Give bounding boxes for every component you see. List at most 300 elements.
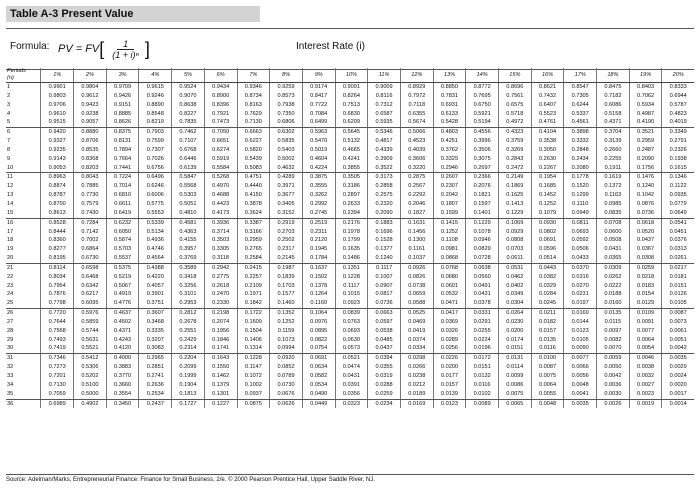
value-cell: 0.0116 bbox=[466, 381, 499, 390]
value-cell: 0.2317 bbox=[270, 245, 303, 254]
value-cell: 0.8034 bbox=[41, 273, 74, 282]
value-cell: 0.7644 bbox=[41, 318, 74, 327]
value-cell: 0.0255 bbox=[466, 327, 499, 336]
period-cell: 17 bbox=[7, 228, 14, 235]
value-cell: 0.0907 bbox=[368, 282, 401, 291]
value-cell: 0.0431 bbox=[466, 290, 499, 299]
value-cell: 0.2765 bbox=[237, 245, 270, 254]
value-cell: 0.0431 bbox=[597, 245, 630, 254]
value-cell: 0.8043 bbox=[74, 173, 107, 182]
value-cell: 0.7284 bbox=[74, 218, 107, 227]
value-cell: 0.1971 bbox=[237, 290, 270, 299]
value-cell: 0.0131 bbox=[499, 354, 532, 363]
value-cell: 0.1954 bbox=[531, 173, 564, 182]
value-cell: 0.0626 bbox=[270, 399, 303, 408]
rate-header-cell: 3% bbox=[106, 68, 139, 83]
value-cell: 0.7513 bbox=[335, 101, 368, 110]
value-cell: 0.0234 bbox=[368, 399, 401, 408]
value-cell: 0.0050 bbox=[597, 363, 630, 372]
value-cell: 0.3521 bbox=[629, 128, 662, 137]
value-cell: 0.0200 bbox=[433, 363, 466, 372]
value-cell: 0.0304 bbox=[499, 299, 532, 308]
value-cell: 0.1987 bbox=[270, 263, 303, 272]
value-cell: 0.9053 bbox=[41, 164, 74, 173]
value-cell: 0.6468 bbox=[74, 273, 107, 282]
value-cell: 0.2959 bbox=[237, 236, 270, 245]
value-cell: 0.3220 bbox=[400, 164, 433, 173]
value-cell: 0.4556 bbox=[466, 128, 499, 137]
value-cell: 0.7599 bbox=[139, 137, 172, 146]
value-cell: 0.0520 bbox=[629, 228, 662, 237]
value-cell: 0.3139 bbox=[597, 137, 630, 146]
value-cell: 0.7026 bbox=[139, 155, 172, 164]
value-cell: 0.0469 bbox=[400, 318, 433, 327]
value-cell: 0.1807 bbox=[433, 200, 466, 209]
value-cell: 0.0835 bbox=[597, 209, 630, 218]
value-cell: 0.3207 bbox=[139, 336, 172, 345]
value-cell: 0.6419 bbox=[106, 209, 139, 218]
table-row bbox=[6, 327, 694, 336]
value-cell: 0.0485 bbox=[368, 336, 401, 345]
value-cell: 0.7894 bbox=[106, 146, 139, 155]
value-cell: 0.0298 bbox=[400, 354, 433, 363]
value-cell: 0.0663 bbox=[368, 309, 401, 318]
value-cell: 0.1846 bbox=[204, 336, 237, 345]
value-cell: 0.1813 bbox=[172, 390, 205, 399]
value-cell: 0.1227 bbox=[204, 399, 237, 408]
table-row bbox=[6, 336, 694, 345]
value-cell: 0.0266 bbox=[400, 363, 433, 372]
value-cell: 0.4523 bbox=[400, 137, 433, 146]
value-cell: 0.6133 bbox=[433, 110, 466, 119]
period-cell: 26 bbox=[7, 310, 14, 317]
value-cell: 0.3878 bbox=[237, 200, 270, 209]
value-cell: 0.0230 bbox=[499, 318, 532, 327]
value-cell: 0.0329 bbox=[531, 282, 564, 291]
rate-header-cell: 20% bbox=[662, 68, 694, 83]
value-cell: 0.5194 bbox=[466, 118, 499, 127]
value-cell: 0.6830 bbox=[335, 110, 368, 119]
value-cell: 0.0443 bbox=[531, 263, 564, 272]
value-cell: 0.2198 bbox=[204, 309, 237, 318]
value-cell: 0.0200 bbox=[499, 327, 532, 336]
value-cell: 0.5521 bbox=[74, 344, 107, 353]
value-cell: 0.8626 bbox=[106, 118, 139, 127]
value-cell: 0.8963 bbox=[41, 173, 74, 182]
value-cell: 0.0600 bbox=[597, 228, 630, 237]
value-cell: 0.8535 bbox=[74, 146, 107, 155]
value-cell: 0.0024 bbox=[662, 372, 694, 381]
value-cell: 0.6244 bbox=[564, 101, 597, 110]
value-cell: 0.4251 bbox=[433, 137, 466, 146]
formula-numerator: 1 bbox=[117, 39, 134, 50]
value-cell: 0.9246 bbox=[139, 92, 172, 101]
value-cell: 0.7430 bbox=[74, 209, 107, 218]
value-cell: 0.4155 bbox=[172, 236, 205, 245]
value-cell: 0.7722 bbox=[302, 101, 335, 110]
value-cell: 0.6407 bbox=[531, 101, 564, 110]
value-cell: 0.0829 bbox=[466, 245, 499, 254]
value-cell: 0.4564 bbox=[139, 254, 172, 263]
value-cell: 0.7885 bbox=[74, 182, 107, 191]
value-cell: 0.0596 bbox=[531, 245, 564, 254]
value-cell: 0.2437 bbox=[139, 399, 172, 408]
value-cell: 0.5002 bbox=[270, 155, 303, 164]
period-cell: 30 bbox=[6, 344, 41, 353]
value-cell: 0.0151 bbox=[662, 282, 694, 291]
value-cell: 0.1520 bbox=[564, 182, 597, 191]
value-cell: 0.6246 bbox=[139, 182, 172, 191]
value-cell: 0.0323 bbox=[335, 399, 368, 408]
value-cell: 0.2848 bbox=[564, 146, 597, 155]
value-cell: 0.9070 bbox=[172, 92, 205, 101]
value-cell: 0.4561 bbox=[564, 118, 597, 127]
value-cell: 0.5470 bbox=[302, 137, 335, 146]
value-cell: 0.4817 bbox=[368, 137, 401, 146]
value-cell: 0.2257 bbox=[237, 273, 270, 282]
value-cell: 0.9235 bbox=[41, 146, 74, 155]
value-cell: 0.0055 bbox=[531, 390, 564, 399]
value-cell: 0.0020 bbox=[662, 381, 694, 390]
value-cell: 0.0601 bbox=[433, 282, 466, 291]
value-cell: 0.1377 bbox=[368, 245, 401, 254]
period-header bbox=[6, 68, 41, 83]
value-cell: 0.6598 bbox=[74, 263, 107, 272]
value-cell: 0.1240 bbox=[368, 254, 401, 263]
value-cell: 0.6756 bbox=[139, 164, 172, 173]
value-cell: 0.0099 bbox=[499, 372, 532, 381]
value-cell: 0.0462 bbox=[499, 273, 532, 282]
value-cell: 0.1625 bbox=[499, 191, 532, 200]
value-cell: 0.3762 bbox=[433, 146, 466, 155]
period-cell: 7 bbox=[7, 138, 11, 145]
value-cell: 0.1401 bbox=[466, 209, 499, 218]
value-cell: 0.1904 bbox=[172, 381, 205, 390]
table-row bbox=[6, 137, 694, 146]
value-cell: 0.8929 bbox=[400, 83, 433, 92]
value-cell: 0.0097 bbox=[597, 327, 630, 336]
value-cell: 0.3166 bbox=[237, 228, 270, 237]
value-cell: 0.1299 bbox=[564, 191, 597, 200]
value-cell: 0.6730 bbox=[74, 254, 107, 263]
value-cell: 0.2942 bbox=[204, 263, 237, 272]
value-cell: 0.0157 bbox=[433, 381, 466, 390]
value-cell: 0.2090 bbox=[629, 155, 662, 164]
value-cell: 0.0374 bbox=[400, 336, 433, 345]
value-cell: 0.2074 bbox=[204, 318, 237, 327]
value-cell: 0.1476 bbox=[629, 173, 662, 182]
value-cell: 0.9009 bbox=[368, 83, 401, 92]
value-cell: 0.8131 bbox=[106, 137, 139, 146]
value-cell: 0.8613 bbox=[41, 209, 74, 218]
period-cell: 14 bbox=[7, 200, 14, 207]
value-cell: 0.0560 bbox=[466, 273, 499, 282]
period-cell: 22 bbox=[7, 273, 14, 280]
value-cell: 0.6355 bbox=[400, 110, 433, 119]
period-cell: 27 bbox=[7, 318, 14, 325]
rate-header-cell: 19% bbox=[629, 68, 662, 83]
table-row bbox=[6, 399, 694, 408]
value-cell: 0.0064 bbox=[629, 336, 662, 345]
value-cell: 0.4371 bbox=[106, 327, 139, 336]
value-cell: 0.0181 bbox=[662, 273, 694, 282]
value-cell: 0.5428 bbox=[433, 118, 466, 127]
value-cell: 0.2204 bbox=[172, 354, 205, 363]
value-cell: 0.8696 bbox=[499, 83, 532, 92]
value-cell: 0.1161 bbox=[400, 245, 433, 254]
value-cell: 0.7462 bbox=[172, 128, 205, 137]
value-cell: 0.6209 bbox=[335, 118, 368, 127]
value-cell: 0.1643 bbox=[204, 354, 237, 363]
value-cell: 0.1597 bbox=[466, 200, 499, 209]
value-cell: 0.5874 bbox=[106, 236, 139, 245]
value-cell: 0.0378 bbox=[466, 299, 499, 308]
table-row bbox=[6, 228, 694, 237]
value-cell: 0.3606 bbox=[400, 155, 433, 164]
value-cell: 0.4150 bbox=[237, 191, 270, 200]
value-cell: 0.8264 bbox=[335, 92, 368, 101]
value-cell: 0.5306 bbox=[74, 363, 107, 372]
value-cell: 0.0779 bbox=[662, 200, 694, 209]
table-row bbox=[6, 290, 694, 299]
value-cell: 0.7473 bbox=[204, 118, 237, 127]
value-cell: 0.1945 bbox=[302, 245, 335, 254]
value-cell: 0.4581 bbox=[172, 218, 205, 227]
value-cell: 0.2320 bbox=[368, 200, 401, 209]
value-cell: 0.2575 bbox=[368, 191, 401, 200]
value-cell: 0.0218 bbox=[629, 273, 662, 282]
value-cell: 0.2703 bbox=[270, 228, 303, 237]
value-cell: 0.0077 bbox=[629, 327, 662, 336]
value-cell: 0.5921 bbox=[466, 110, 499, 119]
value-cell: 0.2267 bbox=[531, 164, 564, 173]
value-cell: 0.0027 bbox=[629, 381, 662, 390]
value-cell: 0.0994 bbox=[270, 344, 303, 353]
formula-denominator: (1 + i)ⁿ bbox=[112, 49, 139, 60]
value-cell: 0.4902 bbox=[74, 399, 107, 408]
value-cell: 0.8547 bbox=[564, 83, 597, 92]
value-cell: 0.1228 bbox=[237, 354, 270, 363]
value-cell: 0.3971 bbox=[270, 182, 303, 191]
value-cell: 0.1301 bbox=[204, 390, 237, 399]
value-cell: 0.5067 bbox=[106, 282, 139, 291]
value-cell: 0.7130 bbox=[237, 118, 270, 127]
value-cell: 0.2618 bbox=[204, 282, 237, 291]
value-cell: 0.4987 bbox=[629, 110, 662, 119]
table-row bbox=[6, 200, 694, 209]
table-row bbox=[6, 173, 694, 182]
value-cell: 0.3335 bbox=[139, 327, 172, 336]
value-cell: 0.3269 bbox=[499, 146, 532, 155]
value-cell: 0.6651 bbox=[204, 137, 237, 146]
value-cell: 0.9803 bbox=[41, 92, 74, 101]
value-cell: 0.0538 bbox=[368, 327, 401, 336]
value-cell: 0.3714 bbox=[204, 228, 237, 237]
value-cell: 0.2697 bbox=[466, 164, 499, 173]
value-cell: 0.4241 bbox=[335, 155, 368, 164]
value-cell: 0.8890 bbox=[139, 101, 172, 110]
value-cell: 0.7312 bbox=[368, 101, 401, 110]
value-cell: 0.1413 bbox=[499, 200, 532, 209]
value-cell: 0.9709 bbox=[106, 83, 139, 92]
value-cell: 0.9612 bbox=[74, 92, 107, 101]
value-cell: 0.3405 bbox=[270, 200, 303, 209]
value-cell: 0.6864 bbox=[74, 245, 107, 254]
value-cell: 0.3759 bbox=[499, 137, 532, 146]
value-cell: 0.4919 bbox=[106, 290, 139, 299]
value-cell: 0.0075 bbox=[531, 372, 564, 381]
period-cell: 34 bbox=[7, 381, 14, 388]
value-cell: 0.0177 bbox=[433, 372, 466, 381]
value-cell: 0.0264 bbox=[499, 309, 532, 318]
value-cell: 0.5568 bbox=[172, 182, 205, 191]
value-cell: 0.7050 bbox=[204, 128, 237, 137]
value-cell: 0.2965 bbox=[139, 354, 172, 363]
value-cell: 0.1869 bbox=[499, 182, 532, 191]
value-cell: 0.5403 bbox=[270, 146, 303, 155]
value-cell: 0.5439 bbox=[237, 155, 270, 164]
value-cell: 0.2519 bbox=[302, 218, 335, 227]
period-cell: 23 bbox=[7, 282, 14, 289]
period-cell: 13 bbox=[7, 192, 14, 199]
value-cell: 0.0693 bbox=[564, 228, 597, 237]
period-cell: 18 bbox=[7, 237, 14, 244]
value-cell: 0.8368 bbox=[74, 155, 107, 164]
value-cell: 0.0073 bbox=[662, 318, 694, 327]
value-cell: 0.0056 bbox=[564, 372, 597, 381]
value-cell: 0.0313 bbox=[662, 245, 694, 254]
rate-header-cell: 2% bbox=[74, 68, 107, 83]
value-cell: 0.0736 bbox=[629, 209, 662, 218]
formula-lhs: PV = FV bbox=[58, 43, 100, 55]
value-cell: 0.5775 bbox=[139, 200, 172, 209]
value-cell: 0.1117 bbox=[368, 263, 401, 272]
value-cell: 0.0611 bbox=[499, 254, 532, 263]
value-cell: 0.5859 bbox=[74, 318, 107, 327]
table-row bbox=[6, 218, 694, 227]
value-cell: 0.0231 bbox=[564, 290, 597, 299]
table-row bbox=[6, 254, 694, 263]
value-cell: 0.0946 bbox=[466, 236, 499, 245]
value-cell: 0.0334 bbox=[400, 344, 433, 353]
value-cell: 0.6663 bbox=[237, 128, 270, 137]
value-cell: 0.5337 bbox=[564, 110, 597, 119]
value-cell: 0.4970 bbox=[204, 182, 237, 191]
value-cell: 0.1252 bbox=[433, 228, 466, 237]
value-cell: 0.1147 bbox=[237, 363, 270, 372]
value-cell: 0.1784 bbox=[302, 254, 335, 263]
value-cell: 0.1108 bbox=[433, 236, 466, 245]
value-cell: 0.0289 bbox=[433, 336, 466, 345]
value-cell: 0.3256 bbox=[172, 282, 205, 291]
formula-label: Formula: bbox=[10, 41, 50, 52]
table-row bbox=[6, 245, 694, 254]
value-cell: 0.0541 bbox=[662, 218, 694, 227]
value-cell: 0.0259 bbox=[629, 263, 662, 272]
value-cell: 0.0048 bbox=[564, 381, 597, 390]
value-cell: 0.2953 bbox=[172, 299, 205, 308]
value-cell: 0.2959 bbox=[629, 137, 662, 146]
table-row bbox=[6, 146, 694, 155]
value-cell: 0.8548 bbox=[139, 110, 172, 119]
value-cell: 0.1314 bbox=[237, 344, 270, 353]
table-row bbox=[6, 128, 694, 137]
value-cell: 0.0169 bbox=[400, 399, 433, 408]
value-cell: 0.3996 bbox=[466, 137, 499, 146]
value-cell: 0.0135 bbox=[597, 309, 630, 318]
value-cell: 0.0895 bbox=[302, 327, 335, 336]
period-cell: 28 bbox=[7, 327, 14, 334]
value-cell: 0.0182 bbox=[531, 318, 564, 327]
value-cell: 0.0064 bbox=[531, 381, 564, 390]
value-cell: 0.0573 bbox=[335, 344, 368, 353]
value-cell: 0.0188 bbox=[597, 290, 630, 299]
value-cell: 0.7201 bbox=[41, 372, 74, 381]
value-cell: 0.0196 bbox=[466, 344, 499, 353]
table-row bbox=[6, 318, 694, 327]
value-cell: 0.5976 bbox=[74, 309, 107, 318]
value-cell: 0.2660 bbox=[597, 146, 630, 155]
value-cell: 0.3875 bbox=[302, 173, 335, 182]
value-cell: 0.2311 bbox=[302, 228, 335, 237]
value-cell: 0.7002 bbox=[74, 236, 107, 245]
value-cell: 0.3909 bbox=[368, 155, 401, 164]
period-cell: 3 bbox=[7, 101, 11, 108]
value-cell: 0.4224 bbox=[302, 164, 335, 173]
value-cell: 0.6768 bbox=[172, 146, 205, 155]
value-cell: 0.0160 bbox=[597, 299, 630, 308]
value-cell: 0.1842 bbox=[237, 299, 270, 308]
value-cell: 0.6274 bbox=[204, 146, 237, 155]
value-cell: 0.1346 bbox=[662, 173, 694, 182]
value-cell: 0.0061 bbox=[662, 327, 694, 336]
value-cell: 0.7307 bbox=[139, 146, 172, 155]
value-cell: 0.0075 bbox=[499, 390, 532, 399]
value-cell: 0.0259 bbox=[368, 390, 401, 399]
value-cell: 0.1999 bbox=[172, 372, 205, 381]
value-cell: 0.7903 bbox=[139, 128, 172, 137]
value-cell: 0.3704 bbox=[597, 128, 630, 137]
value-cell: 0.3101 bbox=[172, 290, 205, 299]
value-cell: 0.8163 bbox=[237, 101, 270, 110]
value-cell: 0.0245 bbox=[531, 299, 564, 308]
rate-header-cell: 15% bbox=[499, 68, 532, 83]
value-cell: 0.0808 bbox=[499, 236, 532, 245]
value-cell: 0.7305 bbox=[564, 92, 597, 101]
value-cell: 0.1609 bbox=[237, 318, 270, 327]
value-cell: 0.0763 bbox=[335, 318, 368, 327]
value-cell: 0.1042 bbox=[629, 191, 662, 200]
table-row bbox=[6, 390, 694, 399]
value-cell: 0.4502 bbox=[106, 318, 139, 327]
value-cell: 0.1372 bbox=[597, 182, 630, 191]
value-cell: 0.6931 bbox=[433, 101, 466, 110]
value-cell: 0.1300 bbox=[400, 236, 433, 245]
value-cell: 0.7130 bbox=[41, 381, 74, 390]
value-cell: 0.0129 bbox=[629, 299, 662, 308]
value-cell: 0.0077 bbox=[564, 354, 597, 363]
value-cell: 0.2607 bbox=[433, 173, 466, 182]
value-cell: 0.5645 bbox=[335, 128, 368, 137]
value-cell: 0.0139 bbox=[433, 390, 466, 399]
value-cell: 0.4057 bbox=[139, 282, 172, 291]
value-cell: 0.6575 bbox=[499, 101, 532, 110]
value-cell: 0.4339 bbox=[368, 146, 401, 155]
rate-header-cell: 4% bbox=[139, 68, 172, 83]
value-cell: 0.1015 bbox=[335, 290, 368, 299]
value-cell: 0.0226 bbox=[433, 354, 466, 363]
value-cell: 0.0026 bbox=[597, 399, 630, 408]
